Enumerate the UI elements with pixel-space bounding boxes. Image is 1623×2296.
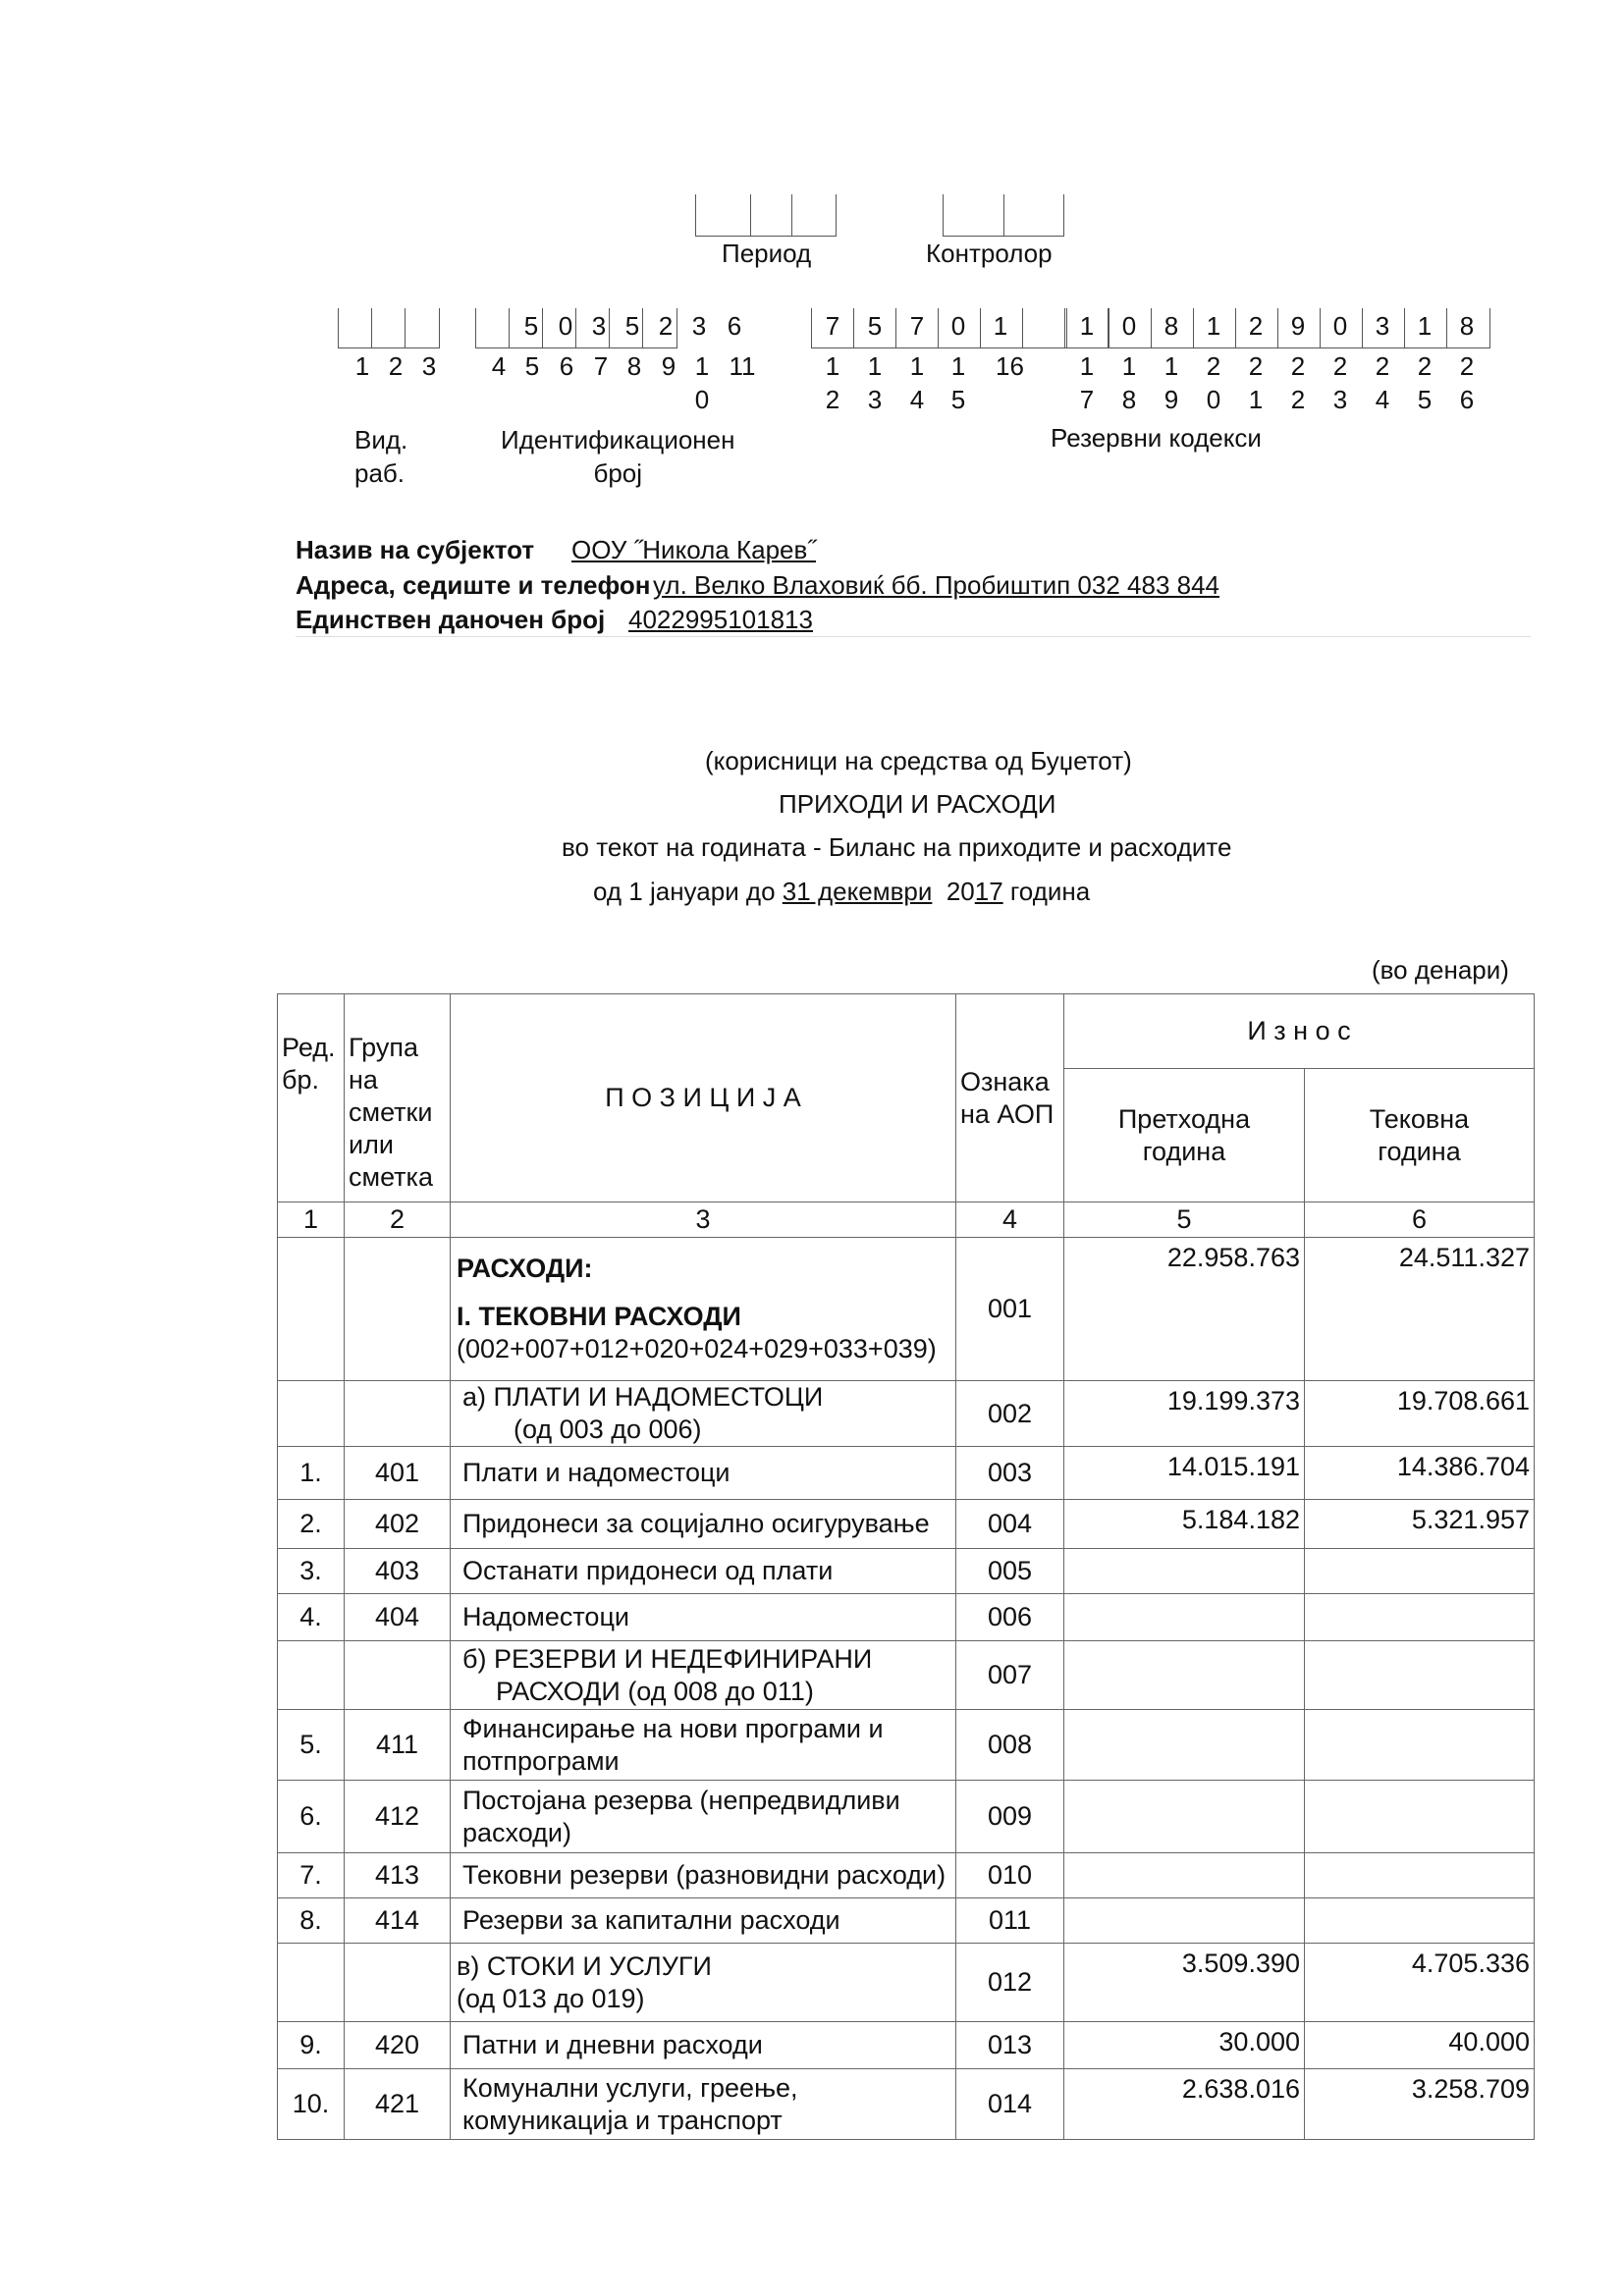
aop-code: 010 — [956, 1853, 1064, 1898]
position-cell — [451, 1641, 956, 1710]
title-line2: ПРИХОДИ И РАСХОДИ — [779, 789, 1056, 819]
pos-row2-11: 3 — [1332, 385, 1348, 414]
pos-row1-0: 1 — [354, 351, 370, 381]
curr-year-amount — [1305, 1781, 1535, 1853]
curr-year-amount — [1305, 1853, 1535, 1898]
pos-row2-12: 4 — [1375, 385, 1390, 414]
code-digit-id-5: 3 — [691, 311, 707, 341]
position-cell — [451, 1944, 956, 2022]
column-number-row — [278, 1202, 1535, 1238]
prev-year-amount — [1064, 1710, 1305, 1781]
code-digit-id-0: 5 — [523, 311, 539, 341]
title-line1: (корисници на средства од Буџетот) — [705, 746, 1132, 775]
pos-row1-12: 1 — [867, 351, 883, 381]
table-row — [278, 1781, 1535, 1853]
account-group: 414 — [345, 1898, 451, 1944]
controller-label: Контролор — [926, 239, 1053, 268]
pos-row2-4: 5 — [950, 385, 966, 414]
pos-row1-7: 8 — [626, 351, 642, 381]
title-year-b: 17 — [974, 877, 1003, 906]
code-digit-id-3: 5 — [624, 311, 640, 341]
tax-value: 4022995101813 — [628, 605, 813, 634]
row-number: 9. — [278, 2022, 345, 2069]
position-heading: б) РЕЗЕРВИ И НЕДЕФИНИРАНИ — [462, 1643, 873, 1674]
curr-year-amount — [1305, 1549, 1535, 1594]
table-row — [278, 1500, 1535, 1549]
num-6: 6 — [1305, 1202, 1535, 1238]
code-box — [475, 308, 510, 348]
pos-row2-3: 4 — [909, 385, 925, 414]
curr-year-amount: 5.321.957 — [1305, 1500, 1535, 1549]
code-digit-id-6: 6 — [727, 311, 742, 341]
position-heading: в) СТОКИ И УСЛУГИ — [457, 1950, 712, 1981]
controller-box-2 — [1003, 194, 1064, 237]
curr-year-amount: 40.000 — [1305, 2022, 1535, 2069]
pos-row1-1: 2 — [388, 351, 404, 381]
title-line3: во текот на годината - Биланс на приходите и расходите — [562, 832, 1232, 862]
code-digit-c-5: 9 — [1290, 311, 1306, 341]
prev-year-amount: 30.000 — [1064, 2022, 1305, 2069]
code-digit-c-8: 1 — [1417, 311, 1433, 341]
pos-row1-2: 3 — [421, 351, 437, 381]
row-number: 1. — [278, 1447, 345, 1500]
table-body — [278, 1238, 1535, 2140]
table-row — [278, 1898, 1535, 1944]
title-year-a: 20 — [946, 877, 975, 906]
col-header-aop: Ознака на АОП — [956, 994, 1064, 1202]
account-group: 402 — [345, 1500, 451, 1549]
num-1: 1 — [278, 1202, 345, 1238]
aop-code: 008 — [956, 1710, 1064, 1781]
address-value: ул. Велко Влаховиќ бб. Пробиштип 032 483 844 — [653, 570, 1220, 600]
row-number: 10. — [278, 2069, 345, 2140]
code-digit-id-1: 0 — [558, 311, 573, 341]
pos-row2-10: 2 — [1290, 385, 1306, 414]
pos-row2-2: 3 — [867, 385, 883, 414]
col-header-group: Група на сметки или сметка — [345, 994, 451, 1202]
account-group: 421 — [345, 2069, 451, 2140]
aop-code: 006 — [956, 1594, 1064, 1641]
position-formula: (002+007+012+020+024+029+033+039) — [457, 1334, 937, 1363]
prev-year-amount — [1064, 1594, 1305, 1641]
tax-label: Единствен даночен број — [296, 605, 606, 634]
account-group: 413 — [345, 1853, 451, 1898]
pos-row2-13: 5 — [1417, 385, 1433, 414]
address-label: Адреса, седиште и телефон — [296, 570, 651, 600]
pos-row1-10: 11 — [729, 351, 756, 381]
position-cell: Патни и дневни расходи — [451, 2022, 956, 2069]
code-digit-c-4: 2 — [1248, 311, 1264, 341]
aop-code: 003 — [956, 1447, 1064, 1500]
table-row — [278, 1447, 1535, 1500]
type-label: Вид. раб. — [354, 425, 408, 488]
prev-year-amount: 2.638.016 — [1064, 2069, 1305, 2140]
code-digit-b-1: 5 — [867, 311, 883, 341]
pos-row1-16: 1 — [1079, 351, 1095, 381]
pos-row1-3: 4 — [491, 351, 507, 381]
account-group — [345, 1641, 451, 1710]
prev-year-amount: 22.958.763 — [1064, 1238, 1305, 1381]
pos-row1-23: 2 — [1375, 351, 1390, 381]
col-header-position: П О З И Ц И Ј А — [451, 994, 956, 1202]
title-date: 31 декември — [782, 877, 933, 906]
code-box — [405, 308, 440, 348]
pos-row1-14: 1 — [950, 351, 966, 381]
pos-row1-19: 2 — [1206, 351, 1221, 381]
prev-year-amount — [1064, 1549, 1305, 1594]
pos-row2-5: 7 — [1079, 385, 1095, 414]
id-label: Идентификационен број — [501, 425, 735, 488]
num-4: 4 — [956, 1202, 1064, 1238]
pos-row1-5: 6 — [559, 351, 574, 381]
currency-note: (во денари) — [1372, 955, 1509, 985]
row-number: 7. — [278, 1853, 345, 1898]
pos-row2-14: 6 — [1459, 385, 1475, 414]
num-5: 5 — [1064, 1202, 1305, 1238]
prev-year-amount — [1064, 1898, 1305, 1944]
prev-year-amount — [1064, 1853, 1305, 1898]
title-date-prefix: од 1 јануари до — [593, 877, 783, 906]
curr-year-amount: 14.386.704 — [1305, 1447, 1535, 1500]
position-cell — [451, 1238, 956, 1381]
pos-row1-6: 7 — [593, 351, 609, 381]
position-cell: Останати придонеси од плати — [451, 1549, 956, 1594]
pos-row1-18: 1 — [1163, 351, 1179, 381]
code-box — [1022, 308, 1065, 348]
table-row — [278, 2069, 1535, 2140]
col-header-amount: И з н о с — [1064, 994, 1535, 1069]
account-group — [345, 1381, 451, 1447]
position-subheading: (од 013 до 019) — [457, 1983, 645, 2013]
account-group: 412 — [345, 1781, 451, 1853]
prev-year-amount: 14.015.191 — [1064, 1447, 1305, 1500]
code-box — [338, 308, 372, 348]
pos-row2-7: 9 — [1163, 385, 1179, 414]
code-digit-c-0: 1 — [1079, 311, 1095, 341]
pos-row1-8: 9 — [661, 351, 676, 381]
pos-row2-1: 2 — [825, 385, 840, 414]
code-digit-b-3: 0 — [950, 311, 966, 341]
period-box-3 — [791, 194, 837, 237]
entity-name-label: Назив на субјектот — [296, 535, 535, 564]
row-number: 5. — [278, 1710, 345, 1781]
col-header-red: Ред. бр. — [278, 994, 345, 1202]
aop-code: 014 — [956, 2069, 1064, 2140]
code-box — [371, 308, 406, 348]
position-cell: Плати и надоместоци — [451, 1447, 956, 1500]
col-header-prev: Претходна година — [1064, 1069, 1305, 1202]
title-line4 — [593, 877, 1090, 907]
position-cell: Постојана резерва (непредвидливи расходи) — [451, 1781, 956, 1853]
prev-year-amount: 5.184.182 — [1064, 1500, 1305, 1549]
account-group: 420 — [345, 2022, 451, 2069]
title-date-suffix: година — [1002, 877, 1091, 906]
aop-code: 011 — [956, 1898, 1064, 1944]
pos-row1-4: 5 — [524, 351, 540, 381]
row-number: 3. — [278, 1549, 345, 1594]
curr-year-amount — [1305, 1641, 1535, 1710]
pos-row2-9: 1 — [1248, 385, 1264, 414]
code-digit-c-6: 0 — [1332, 311, 1348, 341]
aop-code: 009 — [956, 1781, 1064, 1853]
position-heading: а) ПЛАТИ И НАДОМЕСТОЦИ — [462, 1382, 824, 1412]
position-cell: Финансирање на нови програми и потпрограми — [451, 1710, 956, 1781]
pos-row2-0: 0 — [694, 385, 710, 414]
table-row — [278, 1944, 1535, 2022]
pos-row1-13: 1 — [909, 351, 925, 381]
account-group — [345, 1944, 451, 2022]
pos-row1-20: 2 — [1248, 351, 1264, 381]
prev-year-amount: 19.199.373 — [1064, 1381, 1305, 1447]
table-row — [278, 1710, 1535, 1781]
position-subheading: РАСХОДИ (од 008 до 011) — [496, 1676, 814, 1706]
code-digit-c-3: 1 — [1206, 311, 1221, 341]
position-heading: РАСХОДИ: — [457, 1254, 593, 1283]
pos-row1-15: 16 — [996, 351, 1024, 381]
num-3: 3 — [451, 1202, 956, 1238]
table-row — [278, 1238, 1535, 1381]
position-cell — [451, 1381, 956, 1447]
code-digit-id-4: 2 — [658, 311, 674, 341]
pos-row1-17: 1 — [1121, 351, 1137, 381]
aop-code: 013 — [956, 2022, 1064, 2069]
row-number: 6. — [278, 1781, 345, 1853]
curr-year-amount: 4.705.336 — [1305, 1944, 1535, 2022]
pos-row1-21: 2 — [1290, 351, 1306, 381]
period-label: Период — [722, 239, 812, 268]
pos-row1-24: 2 — [1417, 351, 1433, 381]
pos-row1-11: 1 — [825, 351, 840, 381]
account-group — [345, 1238, 451, 1381]
aop-code: 001 — [956, 1238, 1064, 1381]
row-number: 8. — [278, 1898, 345, 1944]
aop-code: 004 — [956, 1500, 1064, 1549]
code-digit-b-0: 7 — [825, 311, 840, 341]
reserve-label: Резервни кодекси — [1051, 423, 1262, 453]
table-row — [278, 1853, 1535, 1898]
position-subheading: (од 003 до 006) — [514, 1415, 702, 1444]
table-row — [278, 1641, 1535, 1710]
account-group: 401 — [345, 1447, 451, 1500]
curr-year-amount: 24.511.327 — [1305, 1238, 1535, 1381]
row-number — [278, 1641, 345, 1710]
account-group: 411 — [345, 1710, 451, 1781]
curr-year-amount: 19.708.661 — [1305, 1381, 1535, 1447]
position-cell: Надоместоци — [451, 1594, 956, 1641]
position-cell: Придонеси за социјално осигурување — [451, 1500, 956, 1549]
code-digit-c-1: 0 — [1121, 311, 1137, 341]
period-box-1 — [695, 194, 751, 237]
prev-year-amount — [1064, 1641, 1305, 1710]
code-digit-c-9: 8 — [1459, 311, 1475, 341]
code-digit-b-4: 1 — [993, 311, 1008, 341]
entity-name-value: ООУ ˝Никола Карев˝ — [571, 535, 816, 564]
curr-year-amount — [1305, 1898, 1535, 1944]
pos-row1-22: 2 — [1332, 351, 1348, 381]
row-number — [278, 1944, 345, 2022]
code-digit-c-2: 8 — [1163, 311, 1179, 341]
prev-year-amount: 3.509.390 — [1064, 1944, 1305, 2022]
period-box-2 — [750, 194, 792, 237]
code-digit-c-7: 3 — [1375, 311, 1390, 341]
pos-row2-6: 8 — [1121, 385, 1137, 414]
row-number: 2. — [278, 1500, 345, 1549]
num-2: 2 — [345, 1202, 451, 1238]
table-row — [278, 1381, 1535, 1447]
position-subheading: I. ТЕКОВНИ РАСХОДИ — [457, 1302, 741, 1331]
pos-row1-25: 2 — [1459, 351, 1475, 381]
curr-year-amount — [1305, 1594, 1535, 1641]
aop-code: 007 — [956, 1641, 1064, 1710]
position-cell: Резерви за капитални расходи — [451, 1898, 956, 1944]
aop-code: 012 — [956, 1944, 1064, 2022]
position-cell: Комунални услуги, греење, комуникација и транспорт — [451, 2069, 956, 2140]
code-digit-b-2: 7 — [909, 311, 925, 341]
row-number: 4. — [278, 1594, 345, 1641]
divider — [296, 636, 1531, 637]
controller-box-1 — [943, 194, 1004, 237]
row-number — [278, 1238, 345, 1381]
account-group: 404 — [345, 1594, 451, 1641]
curr-year-amount — [1305, 1710, 1535, 1781]
row-number — [278, 1381, 345, 1447]
aop-code: 005 — [956, 1549, 1064, 1594]
table-row — [278, 2022, 1535, 2069]
prev-year-amount — [1064, 1781, 1305, 1853]
curr-year-amount: 3.258.709 — [1305, 2069, 1535, 2140]
balance-table — [277, 993, 1535, 2140]
table-row — [278, 1594, 1535, 1641]
table-row — [278, 1549, 1535, 1594]
pos-row2-8: 0 — [1206, 385, 1221, 414]
col-header-curr: Тековна година — [1305, 1069, 1535, 1202]
account-group: 403 — [345, 1549, 451, 1594]
position-cell: Тековни резерви (разновидни расходи) — [451, 1853, 956, 1898]
code-digit-id-2: 3 — [591, 311, 607, 341]
pos-row1-9: 1 — [694, 351, 710, 381]
aop-code: 002 — [956, 1381, 1064, 1447]
